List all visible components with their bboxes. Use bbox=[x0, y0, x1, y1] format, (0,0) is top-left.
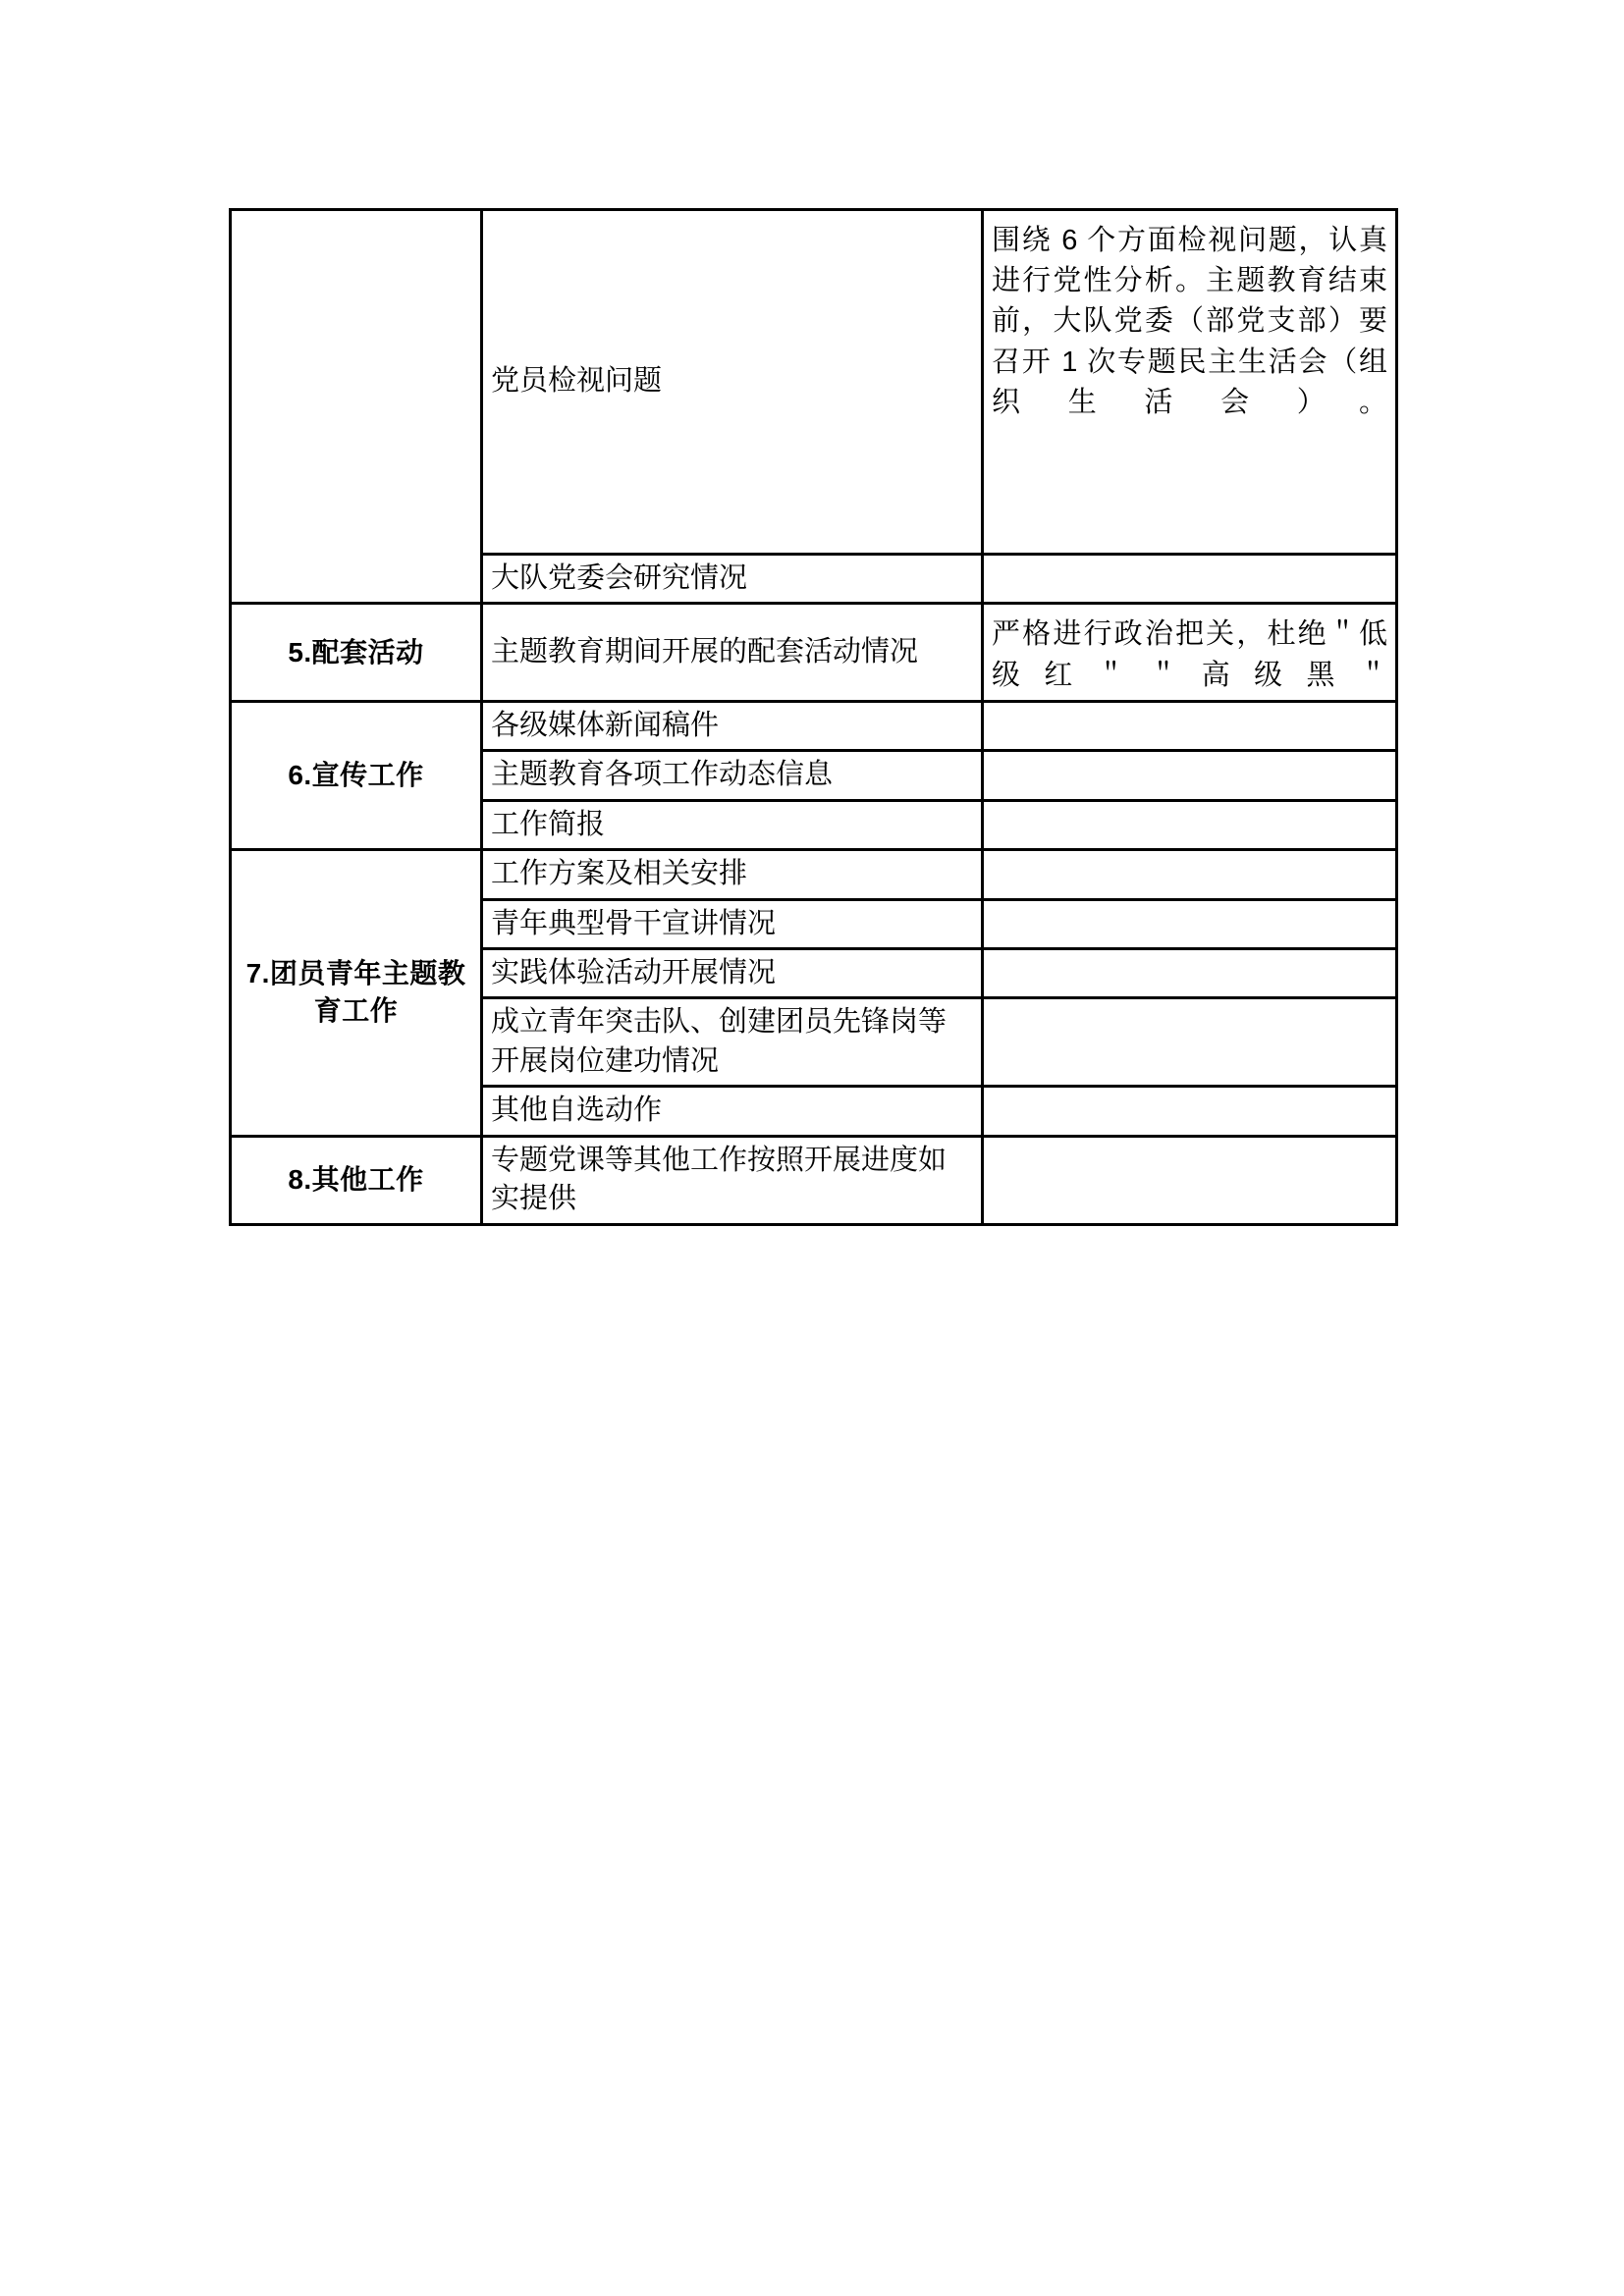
note-cell-empty bbox=[983, 998, 1397, 1087]
table-row bbox=[231, 604, 1397, 701]
category-cell bbox=[231, 210, 482, 604]
note-cell-empty bbox=[983, 555, 1397, 604]
item-cell: 主题教育期间开展的配套活动情况 bbox=[482, 604, 983, 701]
note-cell-empty bbox=[983, 1136, 1397, 1224]
note-cell-empty bbox=[983, 1087, 1397, 1136]
item-cell: 专题党课等其他工作按照开展进度如实提供 bbox=[482, 1136, 983, 1224]
table-row bbox=[231, 1136, 1397, 1224]
note-cell-empty bbox=[983, 948, 1397, 997]
note-cell-empty bbox=[983, 850, 1397, 899]
category-cell: 5.配套活动 bbox=[231, 604, 482, 701]
table-row bbox=[231, 210, 1397, 555]
note-cell: 围绕 6 个方面检视问题，认真进行党性分析。主题教育结束前，大队党委（部党支部）要召开 1 次专题民主生活会（组织生活会）。 bbox=[983, 210, 1397, 555]
table-row bbox=[231, 850, 1397, 899]
note-cell-empty bbox=[983, 751, 1397, 800]
note-cell: 严格进行政治把关，杜绝＂低级红＂＂高级黑＂ bbox=[983, 604, 1397, 701]
item-cell: 工作方案及相关安排 bbox=[482, 850, 983, 899]
item-cell: 各级媒体新闻稿件 bbox=[482, 701, 983, 750]
category-cell: 6.宣传工作 bbox=[231, 701, 482, 849]
item-cell: 成立青年突击队、创建团员先锋岗等开展岗位建功情况 bbox=[482, 998, 983, 1087]
item-cell: 实践体验活动开展情况 bbox=[482, 948, 983, 997]
work-items-table bbox=[229, 208, 1398, 1226]
category-cell: 8.其他工作 bbox=[231, 1136, 482, 1224]
category-cell: 7.团员青年主题教育工作 bbox=[231, 850, 482, 1137]
note-cell-empty bbox=[983, 899, 1397, 948]
item-cell: 大队党委会研究情况 bbox=[482, 555, 983, 604]
item-cell: 其他自选动作 bbox=[482, 1087, 983, 1136]
item-cell: 工作简报 bbox=[482, 800, 983, 849]
item-cell: 党员检视问题 bbox=[482, 210, 983, 555]
item-cell: 青年典型骨干宣讲情况 bbox=[482, 899, 983, 948]
note-cell-empty bbox=[983, 701, 1397, 750]
table-row bbox=[231, 701, 1397, 750]
item-cell: 主题教育各项工作动态信息 bbox=[482, 751, 983, 800]
table-body bbox=[231, 210, 1397, 1225]
note-cell-empty bbox=[983, 800, 1397, 849]
